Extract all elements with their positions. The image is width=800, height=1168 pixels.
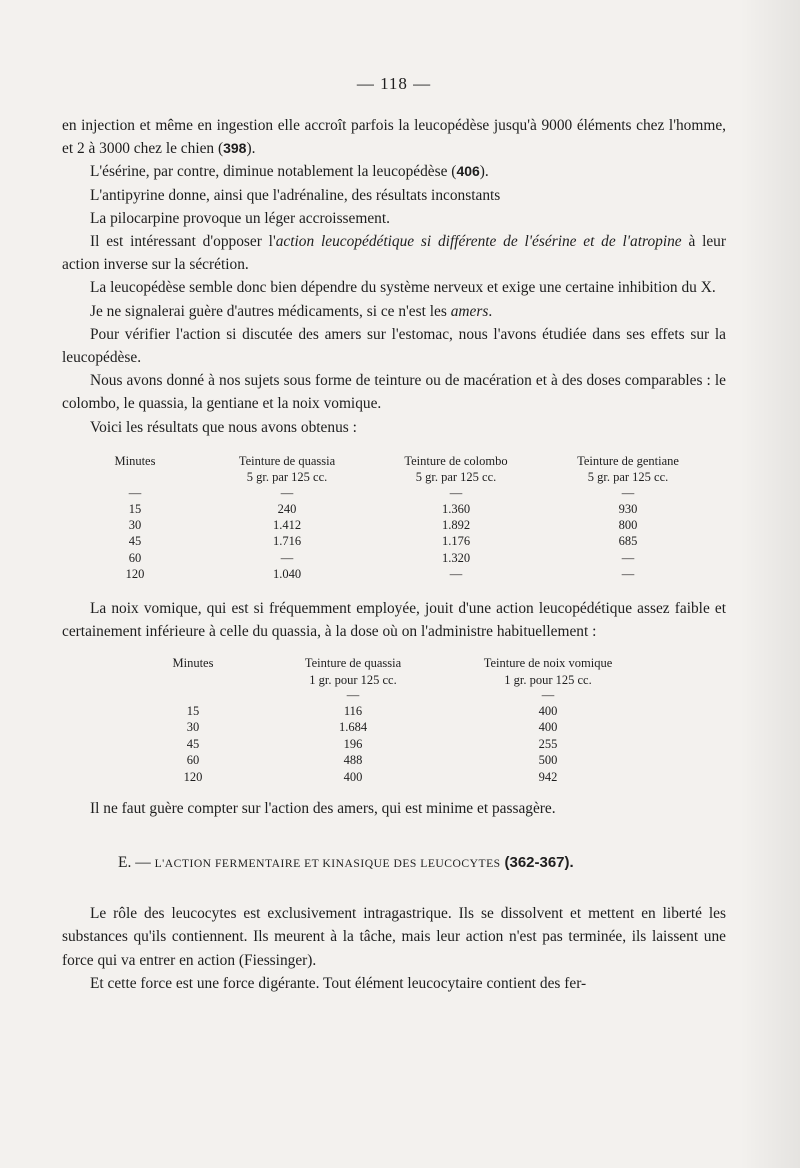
table-row bbox=[128, 719, 648, 735]
paragraph-6: La leucopédèse semble donc bien dépendre du système nerveux et exige une certaine inhibition du X. bbox=[90, 279, 716, 297]
header-cell: 5 gr. par 125 cc. bbox=[246, 470, 328, 485]
table-cell: 1.892 bbox=[441, 518, 471, 533]
header-cell: Teinture de gentiane bbox=[577, 453, 679, 468]
table-cell: 1.360 bbox=[441, 501, 471, 516]
table-cell: 942 bbox=[538, 769, 558, 784]
header-cell bbox=[128, 672, 258, 688]
header-cell: Minutes bbox=[114, 453, 156, 468]
header-cell: Teinture de quassia bbox=[238, 453, 336, 468]
paragraph-14: Et cette force est une force digérante. Tout élément leucocytaire contient des fer- bbox=[90, 974, 587, 992]
table-cell: 1.716 bbox=[272, 534, 302, 549]
dash-cell: — bbox=[346, 687, 360, 702]
paragraph-12: Il ne faut guère compter sur l'action des amers, qui est minime et passagère. bbox=[90, 799, 556, 817]
table-cell: 500 bbox=[538, 753, 558, 768]
text: ). bbox=[246, 140, 256, 158]
dash-cell: — bbox=[621, 485, 635, 500]
table-cell: 400 bbox=[343, 769, 363, 784]
header-cell: Teinture de quassia bbox=[304, 656, 402, 671]
header-cell bbox=[70, 469, 200, 485]
table-cell: 1.684 bbox=[338, 720, 368, 735]
dash-cell: — bbox=[280, 485, 294, 500]
paragraph-13: Le rôle des leucocytes est exclusivement intragastrique. Ils se dissolvent et mettent en liberté les substances qu'ils contiennent. Ils meurent à la tâche, mais leur action n'est pas terminée, ils laissent une force qui va entrer en action (Fiessinger). bbox=[62, 905, 726, 969]
table-dash-row bbox=[70, 486, 718, 501]
table-cell: 15 bbox=[128, 501, 142, 516]
table-cell: 1.320 bbox=[441, 550, 471, 565]
paragraph-2 bbox=[62, 160, 726, 183]
paragraph-9: Nous avons donné à nos sujets sous forme de teinture ou de macération et à des doses comparables : le colombo, le quassia, la gentiane et la noix vomique. bbox=[62, 372, 726, 413]
table-cell: 30 bbox=[186, 720, 200, 735]
table-row bbox=[128, 752, 648, 768]
header-cell: 5 gr. par 125 cc. bbox=[587, 470, 669, 485]
table-header-row bbox=[128, 655, 648, 671]
page-number: — 118 — bbox=[356, 74, 432, 93]
results-table-1 bbox=[70, 453, 718, 583]
paragraph-1 bbox=[62, 114, 726, 160]
table-cell: 1.412 bbox=[272, 518, 302, 533]
table-row bbox=[70, 501, 718, 517]
table-cell: — bbox=[621, 567, 635, 582]
table-cell: 255 bbox=[538, 736, 558, 751]
table-cell: 120 bbox=[125, 567, 145, 582]
table-header-row bbox=[70, 453, 718, 469]
text: à leur action inverse sur la sécrétion. bbox=[62, 233, 726, 274]
reference: 398 bbox=[223, 140, 247, 157]
italic-text: amers bbox=[450, 302, 489, 320]
table-cell: 400 bbox=[538, 720, 558, 735]
results-table-2 bbox=[128, 655, 648, 785]
section-heading bbox=[62, 854, 726, 872]
paragraph-7 bbox=[62, 300, 726, 323]
paragraph-10: Voici les résultats que nous avons obtenus : bbox=[90, 418, 357, 436]
dash-cell: — bbox=[541, 687, 555, 702]
table-cell: 400 bbox=[538, 703, 558, 718]
paragraph-3: L'antipyrine donne, ainsi que l'adrénaline, des résultats inconstants bbox=[90, 186, 501, 204]
header-cell: Teinture de colombo bbox=[404, 453, 508, 468]
table-dash-row bbox=[128, 688, 648, 703]
table-row bbox=[70, 566, 718, 582]
table-cell: 240 bbox=[277, 501, 297, 516]
section-reference: (362-367). bbox=[504, 854, 574, 872]
paragraph-8: Pour vérifier l'action si discutée des amers sur l'estomac, nous l'avons étudiée dans ses effets sur la leucopédèse. bbox=[62, 325, 726, 367]
header-cell: Minutes bbox=[172, 656, 214, 671]
header-cell: Teinture de noix vomique bbox=[483, 656, 613, 671]
text: en injection et même en ingestion elle accroît parfois la leucopédèse jusqu'à 9000 éléments chez l'homme, et 2 à 3000 chez le chien ( bbox=[62, 117, 726, 158]
header-cell: 5 gr. par 125 cc. bbox=[415, 470, 497, 485]
document-page bbox=[62, 74, 726, 995]
table-cell: 930 bbox=[618, 501, 638, 516]
table-row bbox=[128, 769, 648, 785]
table-cell: 45 bbox=[128, 534, 142, 549]
table-row bbox=[70, 550, 718, 566]
dash-cell bbox=[128, 688, 258, 703]
table-cell: 488 bbox=[343, 753, 363, 768]
table-cell: 60 bbox=[186, 753, 200, 768]
table-cell: — bbox=[449, 567, 463, 582]
table-cell: — bbox=[280, 550, 294, 565]
table-header-row bbox=[128, 672, 648, 688]
table-row bbox=[128, 736, 648, 752]
table-cell: 120 bbox=[183, 769, 203, 784]
text: L'ésérine, par contre, diminue notablement la leucopédèse ( bbox=[90, 163, 457, 181]
table-row bbox=[128, 703, 648, 719]
dash-cell: — bbox=[449, 485, 463, 500]
table-cell: 196 bbox=[343, 736, 363, 751]
table-cell: 15 bbox=[186, 703, 200, 718]
table-cell: 30 bbox=[128, 518, 142, 533]
table-cell: 60 bbox=[128, 550, 142, 565]
table-cell: 116 bbox=[343, 703, 363, 718]
text: ). bbox=[479, 163, 489, 181]
table-header-row bbox=[70, 469, 718, 485]
table-cell: 45 bbox=[186, 736, 200, 751]
table-cell: 685 bbox=[618, 534, 638, 549]
section-letter: E. — bbox=[118, 854, 151, 872]
table-cell: 1.176 bbox=[441, 534, 471, 549]
table-cell: 800 bbox=[618, 518, 638, 533]
italic-text: action leucopédétique si différente de l'ésérine et de l'atropine bbox=[275, 233, 682, 251]
dash-cell: — bbox=[128, 485, 142, 500]
text: Je ne signalerai guère d'autres médicaments, si ce n'est les bbox=[90, 302, 451, 320]
text: Il est intéressant d'opposer l' bbox=[90, 233, 276, 251]
paragraph-4: La pilocarpine provoque un léger accroissement. bbox=[90, 209, 390, 227]
paragraph-5 bbox=[62, 230, 726, 276]
table-cell: 1.040 bbox=[272, 567, 302, 582]
reference: 406 bbox=[456, 163, 480, 180]
header-cell: 1 gr. pour 125 cc. bbox=[504, 672, 592, 687]
header-cell: 1 gr. pour 125 cc. bbox=[309, 672, 397, 687]
page-edge-shadow bbox=[740, 0, 800, 1168]
paragraph-11: La noix vomique, qui est si fréquemment employée, jouit d'une action leucopédétique assez faible et certainement inférieure à celle du quassia, à la dose où on l'administre habituellement : bbox=[62, 599, 726, 640]
section-title: L'ACTION FERMENTAIRE ET KINASIQUE DES LEUCOCYTES bbox=[154, 857, 501, 871]
table-cell: — bbox=[621, 550, 635, 565]
table-row bbox=[70, 517, 718, 533]
text: . bbox=[488, 302, 493, 320]
table-row bbox=[70, 533, 718, 549]
